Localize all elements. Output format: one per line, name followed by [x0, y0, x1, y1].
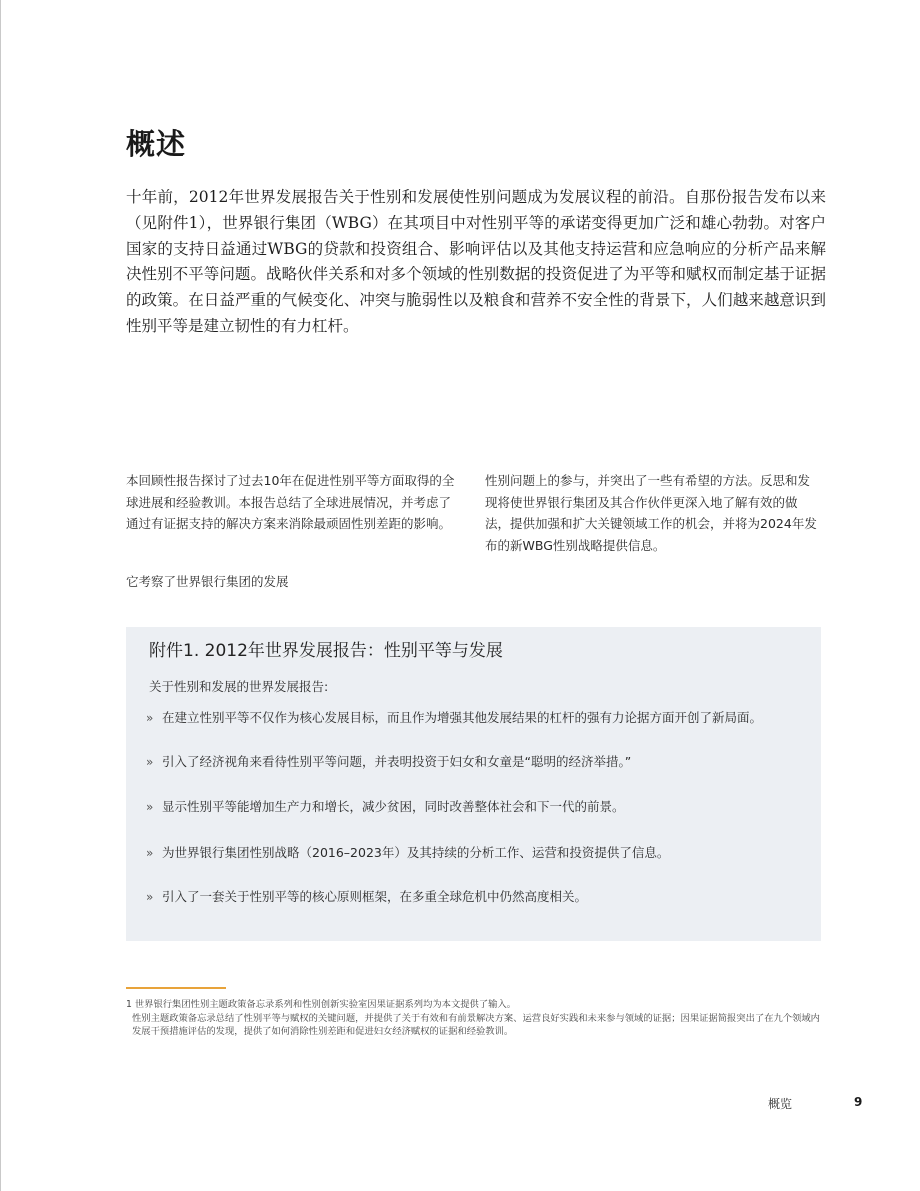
lead-paragraph: 十年前，2012年世界发展报告关于性别和发展使性别问题成为发展议程的前沿。自那份报告发布以来（见附件1），世界银行集团（WBG）在其项目中对性别平等的承诺变得更加广泛和雄心勃勃。对客户国家的支持日益通过WBG的贷款和投资组合、影响评估以及其他支持运营和应急响应的分析产品来解决性别不平等问题。战略伙伴关系和对多个领域的性别数据的投资促进了为平等和赋权而制定基于证据的政策。在日益严重的气候变化、冲突与脆弱性以及粮食和营养不安全性的背景下，人们越来越意识到性别平等是建立韧性的有力杠杆。 [126, 188, 826, 335]
footer-section-label: 概览 [768, 1097, 793, 1111]
annex-bullet-item [146, 843, 786, 863]
footnote-line-2: 性别主题政策备忘录总结了性别平等与赋权的关键问题，并提供了关于有效和有前景解决方案、运营良好实践和未来参与领域的证据；因果证据简报突出了在九个领域内发展干预措施评估的发现，提供了如何消除性别差距和促进妇女经济赋权的证据和经验教训。 [132, 1012, 820, 1037]
annex-bullet-item [146, 797, 786, 817]
body-column-left-continuation: 它考察了世界银行集团的发展 [126, 574, 289, 589]
bullet-marker: » [146, 755, 154, 769]
body-column-right: 性别问题上的参与，并突出了一些有希望的方法。反思和发现将使世界银行集团及其合作伙伴更深入地了解有效的做法，提供加强和扩大关键领域工作的机会，并将为2024年发布的新WBG性别战略提供信息。 [485, 473, 817, 553]
annex-title: 附件1. 2012年世界发展报告：性别平等与发展 [149, 641, 503, 661]
annex-bullet-item [146, 708, 786, 728]
annex-intro: 关于性别和发展的世界发展报告: [149, 679, 329, 694]
bullet-marker: » [146, 711, 154, 725]
page-number: 9 [854, 1095, 863, 1109]
bullet-marker: » [146, 800, 154, 814]
annex-bullet-text: 引入了经济视角来看待性别平等问题，并表明投资于妇女和女童是“聪明的经济举措。” [162, 754, 632, 769]
annex-bullet-text: 引入了一套关于性别平等的核心原则框架，在多重全球危机中仍然高度相关。 [162, 889, 588, 904]
annex-bullet-item [146, 752, 786, 772]
annex-bullet-text: 为世界银行集团性别战略（2016–2023年）及其持续的分析工作、运营和投资提供了信息。 [162, 845, 670, 860]
footnote [126, 998, 820, 1039]
footnote-divider [126, 987, 226, 989]
bullet-marker: » [146, 890, 154, 904]
annex-bullet-item [146, 887, 786, 907]
annex-bullet-text: 在建立性别平等不仅作为核心发展目标，而且作为增强其他发展结果的杠杆的强有力论据方面开创了新局面。 [162, 710, 763, 725]
annex-bullet-text: 显示性别平等能增加生产力和增长，减少贫困，同时改善整体社会和下一代的前景。 [162, 799, 625, 814]
page-left-edge [0, 0, 1, 1191]
bullet-marker: » [146, 846, 154, 860]
annex-box [126, 627, 821, 941]
footnote-line-1: 1 世界银行集团性别主题政策备忘录系列和性别创新实验室因果证据系列均为本文提供了输入。 [126, 999, 517, 1010]
page-title: 概述 [126, 127, 187, 161]
body-column-left: 本回顾性报告探讨了过去10年在促进性别平等方面取得的全球进展和经验教训。本报告总结了全球进展情况，并考虑了通过有证据支持的解决方案来消除最顽固性别差距的影响。 [126, 473, 455, 531]
